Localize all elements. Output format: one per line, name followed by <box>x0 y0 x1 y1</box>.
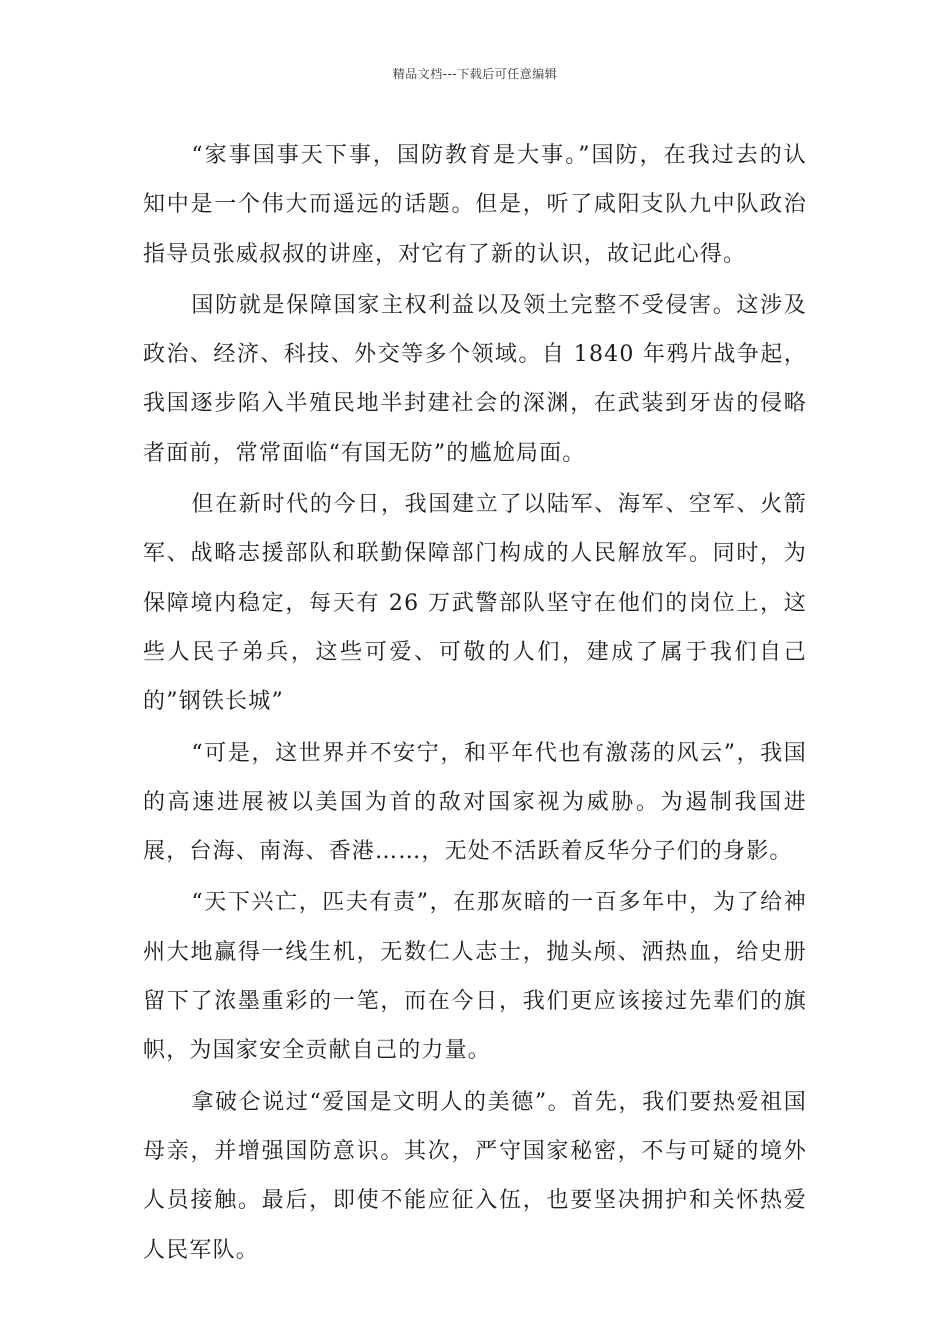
paragraph-6: 拿破仑说过“爱国是文明人的美德”。首先，我们要热爱祖国母亲，并增强国防意识。其次，严守国家秘密，不与可疑的境外人员接触。最后，即使不能应征入伍，也要坚决拥护和关怀热爱人民军队。 <box>143 1089 807 1263</box>
paragraph-5: “天下兴亡，匹夫有责”，在那灰暗的一百多年中，为了给神州大地赢得一线生机，无数仁人志士，抛头颅、洒热血，给史册留下了浓墨重彩的一笔，而在今日，我们更应该接过先辈们的旗帜，为国家安全贡献自己的力量。 <box>143 890 807 1064</box>
paragraph-2: 国防就是保障国家主权利益以及领土完整不受侵害。这涉及政治、经济、科技、外交等多个领域。自 1840 年鸦片战争起，我国逐步陷入半殖民地半封建社会的深渊，在武装到牙齿的侵略者面前，常常面临“有国无防”的尴尬局面。 <box>143 292 807 466</box>
paragraph-3: 但在新时代的今日，我国建立了以陆军、海军、空军、火箭军、战略志援部队和联勤保障部门构成的人民解放军。同时，为保障境内稳定，每天有 26 万武警部队坚守在他们的岗位上，这些人民子弟兵，这些可爱、可敬的人们，建成了属于我们自己的”钢铁长城” <box>143 492 807 715</box>
paragraph-4: “可是，这世界并不安宁，和平年代也有激荡的风云”，我国的高速进展被以美国为首的敌对国家视为威胁。为遏制我国进展，台海、南海、香港……，无处不活跃着反华分子们的身影。 <box>143 740 807 865</box>
page-header: 精品文档---下载后可任意编辑 <box>392 67 558 81</box>
document-body <box>143 131 807 1277</box>
paragraph-1: “家事国事天下事，国防教育是大事。”国防，在我过去的认知中是一个伟大而遥远的话题。但是，听了咸阳支队九中队政治指导员张威叔叔的讲座，对它有了新的认识，故记此心得。 <box>143 143 807 267</box>
